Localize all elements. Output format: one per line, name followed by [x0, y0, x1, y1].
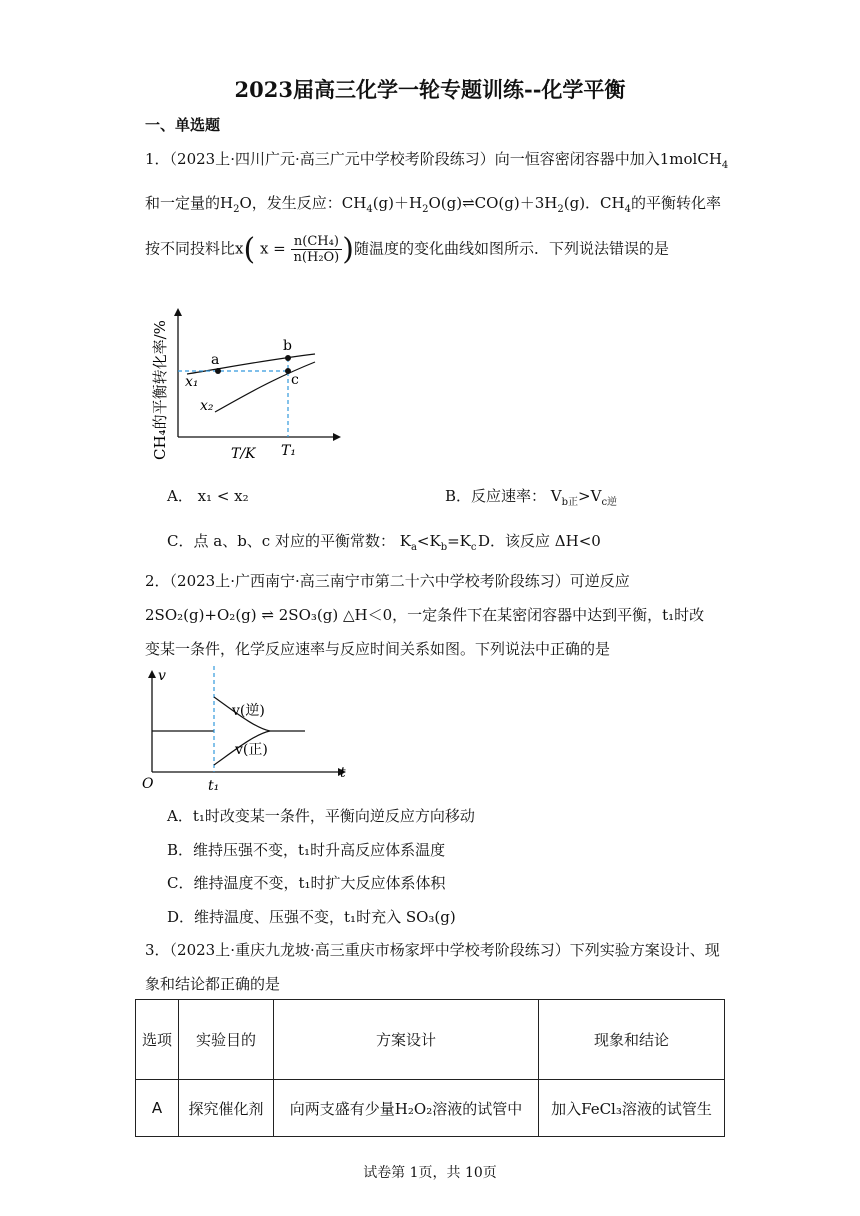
q1-option-c: C．点 a、b、c 对应的平衡常数： $K_a<K_b=K_c$ [167, 532, 477, 553]
point-a [215, 368, 221, 374]
t-axis-label: t [340, 765, 346, 781]
q2-option-a: A．t₁时改变某一条件，平衡向逆反应方向移动 [167, 807, 475, 825]
table-header-cell: 方案设计 [274, 1000, 539, 1080]
point-b [285, 355, 291, 361]
q3-table [135, 999, 725, 1137]
table-header-cell: 选项 [136, 1000, 179, 1080]
table-cell: 向两支盛有少量H₂O₂溶液的试管中 [274, 1080, 539, 1137]
q1-option-d: D．该反应 ΔH<0 [478, 532, 601, 550]
ratio-fraction: $\frac{\text{n(CH₄)}}{\text{n(H₂O)}}$ [291, 234, 343, 265]
table-row [136, 1080, 725, 1137]
q1-line1: 1．（2023上·四川广元·高三广元中学校考阶段练习）向一恒容密闭容器中加入1molCH$_4$ [145, 150, 729, 171]
label-c: c [291, 372, 299, 388]
table-cell: 探究催化剂 [179, 1080, 274, 1137]
q2-rate-chart [140, 660, 360, 795]
q1-line3: 按不同投料比x( x = $\frac{\text{n(CH₄)}}{\text{n(H₂O)}}$ )随温度的变化曲线如图所示．下列说法错误的是 [145, 232, 669, 267]
label-a: a [211, 352, 220, 368]
q2-line1: 2．（2023上·广西南宁·高三南宁市第二十六中学校考阶段练习）可逆反应 [145, 572, 630, 590]
table-cell: 加入FeCl₃溶液的试管生 [539, 1080, 725, 1137]
v-axis-label: v [158, 668, 166, 684]
label-x2: x₂ [200, 398, 214, 414]
label-b: b [283, 338, 292, 354]
q1-line2: 和一定量的$H_2O$，发生反应：$CH_4(g)+H_2O(g)\rightleftharpoons CO(g)+3H_2(g)$．$CH_4$的平衡转化率 [145, 194, 721, 215]
q2-line3: 变某一条件，化学反应速率与反应时间关系如图。下列说法中正确的是 [145, 640, 611, 658]
q3-line1: 3．（2023上·重庆九龙坡·高三重庆市杨家坪中学校考阶段练习）下列实验方案设计、现 [145, 941, 720, 959]
q1-conversion-chart [145, 300, 345, 470]
origin-label: O [142, 776, 154, 792]
y-axis-label: CH₄的平衡转化率/% [151, 320, 169, 460]
t1-label: T₁ [281, 443, 296, 459]
table-cell: A [136, 1080, 179, 1137]
x-axis-label: T/K [231, 446, 256, 462]
page-title: 2023届高三化学一轮专题训练--化学平衡 [234, 77, 626, 102]
q2-option-b: B．维持压强不变，t₁时升高反应体系温度 [167, 841, 446, 859]
v-rev-label: v(逆) [232, 703, 265, 719]
q2-option-d: D．维持温度、压强不变，t₁时充入 SO₃(g) [167, 908, 456, 926]
table-header-cell: 实验目的 [179, 1000, 274, 1080]
q3-line2: 象和结论都正确的是 [145, 975, 281, 993]
q2-option-c: C．维持温度不变，t₁时扩大反应体系体积 [167, 874, 446, 892]
section-heading: 一、单选题 [145, 116, 221, 134]
table-header-row [136, 1000, 725, 1080]
q2-line2: 2SO₂(g)+O₂(g) ⇌ 2SO₃(g) △H＜0，一定条件下在某密闭容器中达到平衡，t₁时改 [145, 606, 705, 624]
q1-option-b: B．反应速率： $V_{b正}>V_{c逆}$ [445, 487, 618, 508]
curve-x2 [215, 362, 315, 412]
label-x1: x₁ [185, 374, 199, 390]
t1-label: t₁ [208, 778, 220, 794]
q1-option-a: A． x₁ < x₂ [167, 487, 249, 505]
table-header-cell: 现象和结论 [539, 1000, 725, 1080]
page-footer: 试卷第 1页，共 10页 [363, 1165, 497, 1181]
v-fwd-label: v(正) [235, 742, 268, 758]
